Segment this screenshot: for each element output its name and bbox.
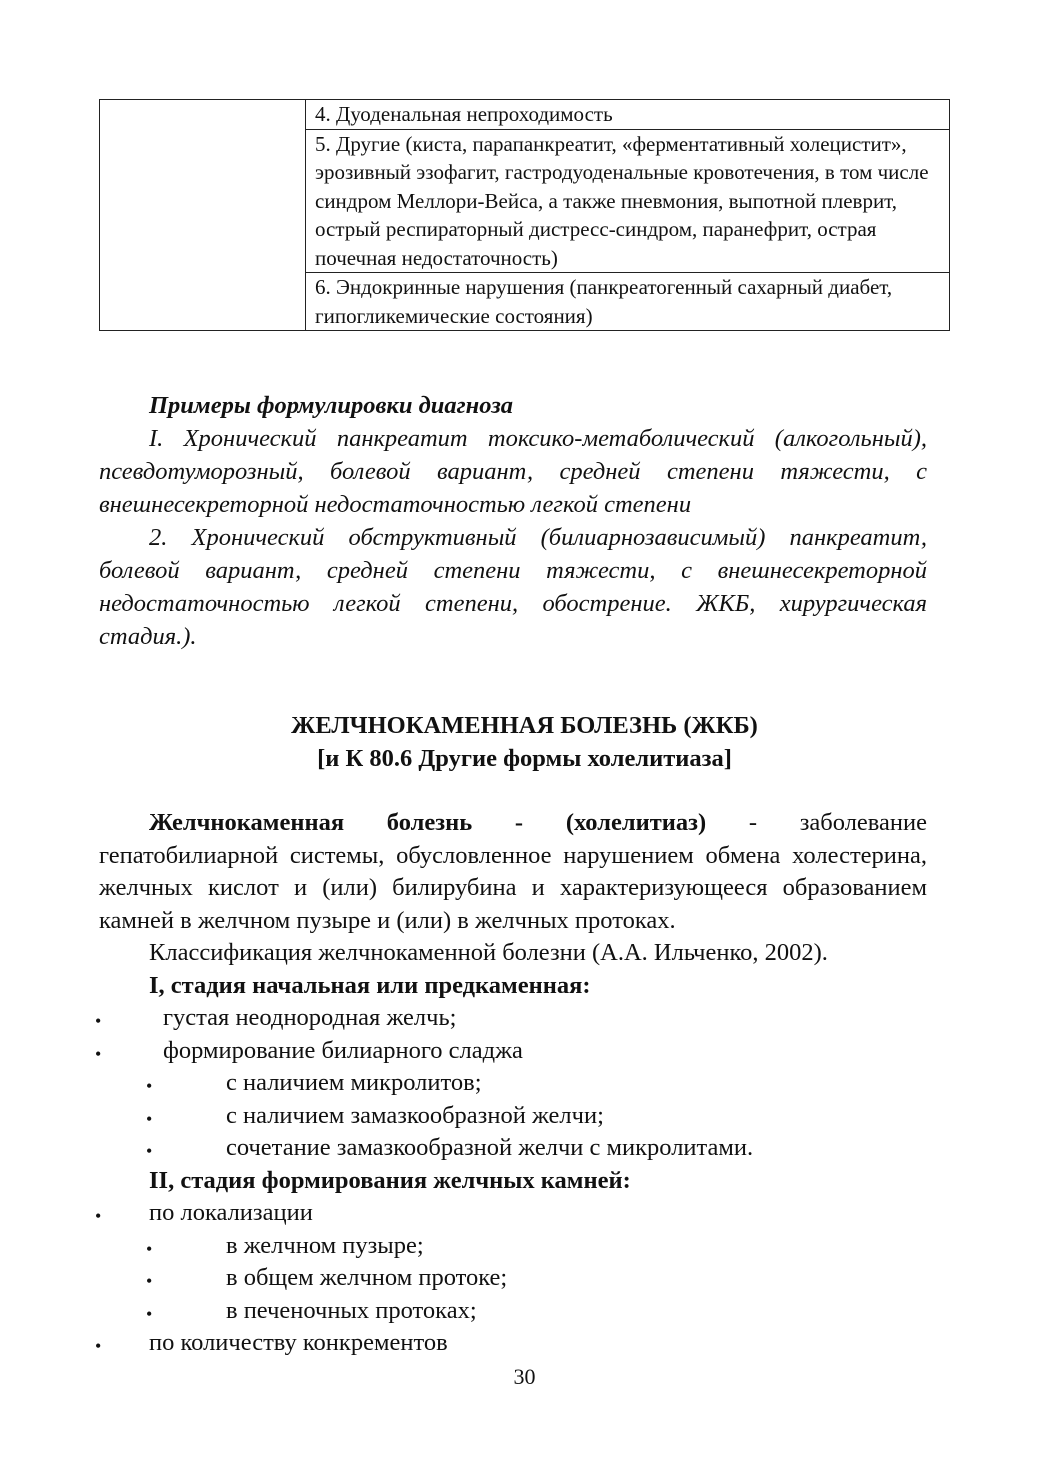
bullet-icon: •	[95, 1011, 102, 1031]
list-item	[95, 1002, 927, 1035]
list-item	[95, 1197, 927, 1230]
complications-table	[99, 99, 950, 331]
bullet-icon: •	[95, 1206, 102, 1226]
list-item-text: в общем желчном протоке;	[226, 1264, 508, 1291]
sub-list-item	[99, 1100, 927, 1133]
list-item-text: густая неоднородная желчь;	[163, 1004, 457, 1031]
sub-list-item	[99, 1132, 927, 1165]
bullet-icon: •	[146, 1271, 153, 1291]
list-item-text: с наличием замазкообразной желчи;	[226, 1101, 604, 1129]
section-title: ЖЕЛЧНОКАМЕННАЯ БОЛЕЗНЬ (ЖКБ)	[291, 712, 758, 739]
table-cell: 5. Другие (киста, парапанкреатит, «ферментативный холецистит», эрозивный эзофагит, гастродуоденальные кровотечения, в том числе синдром Меллори-Вейса, а также пневмония, выпотной плеврит, острый респираторный дистресс-синдром, паранефрит, острая почечная недостаточность)	[306, 129, 950, 273]
table-cell: 4. Дуоденальная непроходимость	[306, 100, 950, 130]
page-number: 30	[513, 1364, 536, 1389]
definition-text: - заболевание гепатобилиарной системы, обусловленное нарушением обмена холестерина, желчных кислот и (или) билирубина и характеризующееся образованием камней в желчном пузыре и (или) в желчных протоках.	[99, 809, 928, 934]
examples-heading: Примеры формулировки диагноза	[149, 392, 514, 419]
diagnosis-examples	[99, 389, 927, 653]
bullet-icon: •	[146, 1141, 153, 1161]
table-cell: 6. Эндокринные нарушения (панкреатогенный сахарный диабет, гипогликемические состояния)	[306, 273, 950, 331]
list-item	[95, 1327, 927, 1360]
bullet-icon: •	[146, 1108, 153, 1129]
bullet-icon: •	[95, 1336, 102, 1356]
list-item	[95, 1035, 927, 1068]
bullet-icon: •	[146, 1238, 153, 1259]
stage1-heading: I, стадия начальная или предкаменная:	[149, 971, 591, 999]
example-item: 2. Хронический обструктивный (билиарнозависимый) панкреатит, болевой вариант, средней степени тяжести, с внешнесекреторной недостаточностью легкой степени, обострение. ЖКБ, хирургическая стадия.).	[99, 524, 927, 650]
sub-list-item	[99, 1230, 927, 1263]
table-left-cell	[100, 100, 306, 331]
definition-paragraph	[99, 807, 927, 937]
list-item-text: сочетание замазкообразной желчи с микролитами.	[226, 1134, 754, 1161]
sub-list-item	[99, 1295, 927, 1328]
example-item: I. Хронический панкреатит токсико-метаболический (алкогольный), псевдотуморозный, болевой вариант, средней степени тяжести, с внешнесекреторной недостаточностью легкой степени	[99, 425, 927, 518]
list-item-text: в печеночных протоках;	[226, 1296, 477, 1324]
bullet-icon: •	[146, 1303, 153, 1324]
stage2-heading: II, стадия формирования желчных камней:	[149, 1166, 631, 1194]
bullet-icon: •	[95, 1043, 102, 1064]
bullet-icon: •	[146, 1076, 153, 1096]
classification-line: Классификация желчнокаменной болезни (А.А. Ильченко, 2002).	[149, 939, 828, 966]
list-item-text: с наличием микролитов;	[226, 1069, 482, 1096]
table-row	[100, 100, 950, 130]
section-body	[95, 807, 928, 1360]
list-item-text: в желчном пузыре;	[226, 1231, 424, 1259]
definition-term: Желчнокаменная болезнь - (холелитиаз)	[149, 809, 707, 836]
sub-list-item	[99, 1262, 927, 1295]
list-item-text: по количеству конкрементов	[149, 1329, 448, 1356]
section-subtitle: [и К 80.6 Другие формы холелитиаза]	[317, 745, 732, 772]
list-item-text: по локализации	[149, 1199, 313, 1226]
sub-list-item	[99, 1067, 927, 1100]
list-item-text: формирование билиарного сладжа	[163, 1036, 523, 1064]
